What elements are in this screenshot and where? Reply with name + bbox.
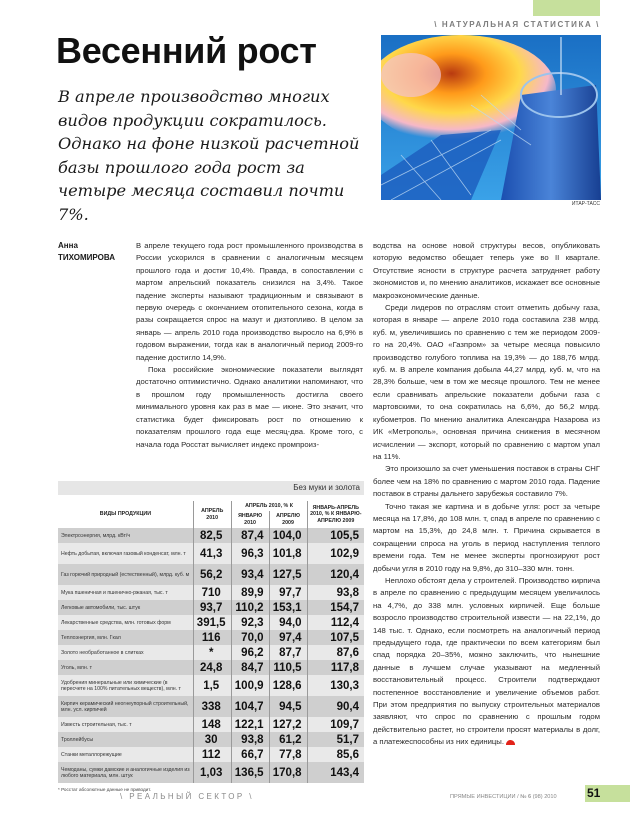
issue-number: № 6 — [520, 794, 532, 800]
ytd-cell: 120,4 — [307, 564, 364, 585]
vs-january-cell: 136,5 — [231, 762, 269, 783]
stats-table — [58, 501, 364, 783]
april-2010-cell: 93,7 — [193, 600, 231, 615]
table-row — [58, 600, 364, 615]
product-name-cell: Известь строительная, тыс. т — [61, 721, 132, 728]
vs-january-cell: 93,8 — [231, 732, 269, 747]
april-2010-cell: * — [193, 645, 231, 660]
header-april-2010: АПРЕЛЬ 2010 — [193, 501, 231, 528]
table-row — [58, 732, 364, 747]
author-first-name: Анна — [58, 241, 78, 250]
april-2010-cell: 56,2 — [193, 564, 231, 585]
ytd-cell: 112,4 — [307, 615, 364, 630]
vs-april-2009-cell: 170,8 — [269, 762, 307, 783]
header-ytd: ЯНВАРЬ-АПРЕЛЬ 2010, % К ЯНВАРЮ-АПРЕЛЮ 2009 — [307, 501, 364, 528]
vs-april-2009-cell: 97,7 — [269, 585, 307, 600]
product-name-cell: Мука пшеничная и пшенично-ржаная, тыс. т — [61, 589, 168, 596]
author-byline — [58, 240, 115, 264]
table-row — [58, 564, 364, 585]
vs-january-cell: 104,7 — [231, 696, 269, 717]
product-name-cell: Нефть добытая, включая газовый конденсат, млн. т — [61, 550, 186, 557]
april-2010-cell: 1,5 — [193, 675, 231, 696]
vs-january-cell: 96,3 — [231, 543, 269, 564]
ytd-cell: 90,4 — [307, 696, 364, 717]
magazine-name: ПРЯМЫЕ ИНВЕСТИЦИИ / — [450, 794, 521, 800]
table-row — [58, 762, 364, 783]
paragraph: Пока российские экономические показатели выглядят достаточно оптимистично. Однако аналитики напоминают, что в прошлом году промышленность достигла своего минимального уровня как раз в мае — июне. Это значит, что статистика будет фиксировать рост по отношению к показателям прошлого года еще месяц-два. Кроме того, с начала года Росстат вычисляет индекс промпроиз- — [136, 365, 363, 449]
ytd-cell: 51,7 — [307, 732, 364, 747]
end-of-article-icon — [506, 740, 515, 745]
vs-january-cell: 87,4 — [231, 528, 269, 543]
april-2010-cell: 30 — [193, 732, 231, 747]
product-name-cell: Троллейбусы — [61, 736, 94, 743]
april-2010-cell: 148 — [193, 717, 231, 732]
vs-april-2009-cell: 97,4 — [269, 630, 307, 645]
header-vs-january: ЯНВАРЮ 2010 — [231, 511, 269, 528]
vs-april-2009-cell: 87,7 — [269, 645, 307, 660]
paragraph-text: Неплохо обстоят дела у строителей. Производство кирпича в апреле по сравнению с предыдущим месяцем увеличилось на 4,7%, до 338 млн. условных кирпичей. Еще больше возросло производство строительной извести — на 22,1%, до 148 тыс. т. Однако, если посмотреть на аналогичный период предыдущего года, где практически по всем категориям был спад порядка 20–35%, можно заключить, что нынешние данные в лучшем случае указывают на медленный восстановительный процесс. Строители подтверждают постепенное восстановление и увеличение объемов работ. При этом предприятия по выпуску строительных материалов заявляют, что спрос по сравнению с прошлым годом действительно растет, но строители просят материалы в долг, а платежеспособны из них единицы. — [373, 575, 600, 747]
table-row — [58, 717, 364, 732]
vs-january-cell: 96,2 — [231, 645, 269, 660]
paragraph: В апреле текущего года рост промышленного производства в России ускорился в сравнении с аналогичным месяцем прошлого года и достиг 10,4%. Правда, в сопоставлении с мартом апрельский показатель снизился на 3,4%. Такое падение эксперты называют традиционным и связывают в первую очередь с окончанием отопительного сезона, когда в разы сокращается спрос на мазут и дизтопливо. В целом за январь — апрель 2010 года производство выросло на 6,9% в годовом выражении, тогда как в аналогичный период 2009-го падение достигло 14,9%. — [136, 241, 363, 362]
vs-april-2009-cell: 104,0 — [269, 528, 307, 543]
table-row — [58, 675, 364, 696]
ytd-cell: 107,5 — [307, 630, 364, 645]
april-2010-cell: 1,03 — [193, 762, 231, 783]
vs-january-cell: 122,1 — [231, 717, 269, 732]
issue-year: (98) 2010 — [531, 794, 557, 800]
vs-january-cell: 92,3 — [231, 615, 269, 630]
table-row — [58, 645, 364, 660]
ytd-cell: 85,6 — [307, 747, 364, 762]
ytd-cell: 143,4 — [307, 762, 364, 783]
author-last-name: ТИХОМИРОВА — [58, 253, 116, 262]
table-row — [58, 528, 364, 543]
article-lede: В апреле производство многих видов продукции сократилось. Однако на фоне низкой расчетной базы прошлого года рост за четыре месяца составил почти 7%. — [58, 87, 360, 224]
table-row — [58, 660, 364, 675]
april-2010-cell: 338 — [193, 696, 231, 717]
vs-april-2009-cell: 127,5 — [269, 564, 307, 585]
ytd-cell: 102,9 — [307, 543, 364, 564]
page-number: 51 — [587, 786, 601, 800]
paragraph-final — [373, 575, 600, 749]
product-name-cell: Чемоданы, сумки дамские и аналогичные изделия из любого материала, млн. штук — [61, 766, 190, 779]
table-row — [58, 747, 364, 762]
vs-january-cell: 93,4 — [231, 564, 269, 585]
section-rubric: \ НАТУРАЛЬНАЯ СТАТИСТИКА \ — [434, 20, 600, 29]
april-2010-cell: 112 — [193, 747, 231, 762]
product-name-cell: Лекарственные средства, млн. готовых форм — [61, 619, 171, 626]
table-row — [58, 543, 364, 564]
product-name-cell: Уголь, млн. т — [61, 664, 92, 671]
top-accent-bar — [533, 0, 600, 16]
april-2010-cell: 391,5 — [193, 615, 231, 630]
ytd-cell: 87,6 — [307, 645, 364, 660]
footer-magazine-info — [450, 794, 557, 800]
product-name-cell: Золото необработанное в слитках — [61, 649, 144, 656]
header-product: ВИДЫ ПРОДУКЦИИ — [99, 511, 152, 518]
vs-april-2009-cell: 110,5 — [269, 660, 307, 675]
vs-april-2009-cell: 128,6 — [269, 675, 307, 696]
product-name-cell: Газ горючий природный (естественный), млрд. куб. м — [61, 571, 190, 578]
april-2010-cell: 710 — [193, 585, 231, 600]
table-row — [58, 615, 364, 630]
vs-january-cell: 66,7 — [231, 747, 269, 762]
header-april-vs-group: АПРЕЛЬ 2010, % К — [231, 501, 307, 511]
table-caption: Без муки и золота — [58, 481, 364, 495]
table-footnote: * Росстат абсолютные данные не приводит. — [58, 787, 152, 793]
vs-april-2009-cell: 101,8 — [269, 543, 307, 564]
gas-flare-tower-photo — [381, 35, 601, 200]
product-name-cell: Теплоэнергия, млн. Гкал — [61, 634, 121, 641]
article-column-1 — [136, 240, 363, 451]
vs-january-cell: 110,2 — [231, 600, 269, 615]
paragraph: Среди лидеров по отраслям стоит отметить добычу газа, которая в январе — апреле 2010 года составила 238 млрд. куб. м, увеличившись по сравнению с тем же периодом 2009-го на 20,4%. ОАО «Газпром» за четыре месяца повысило производство голубого топлива на 19,3% — до 188,76 млрд. куб. м. В апреле компания добыла 44,27 млрд. куб. м, что на 28,3% больше, чем в том же месяце прошлого. Тем не менее если сравнивать апрельские показатели добычи газа с мартовскими, то она сократилась на 6,6%, до 56,2 млрд. кубометров. По мнению аналитика Александра Назарова из ИК «Метрополь», основная причина снижения в месячном исчислении — экспорт, который по сравнению с мартом упал на 11%. — [373, 303, 600, 461]
footer-section-rubric: \ РЕАЛЬНЫЙ СЕКТОР \ — [120, 792, 254, 801]
table-row — [58, 585, 364, 600]
april-2010-cell: 41,3 — [193, 543, 231, 564]
ytd-cell: 93,8 — [307, 585, 364, 600]
ytd-cell: 105,5 — [307, 528, 364, 543]
header-vs-april-2009: АПРЕЛЮ 2009 — [269, 511, 307, 528]
paragraph: Точно такая же картина и в добыче угля: рост за четыре месяца на 17,8%, до 108 млн. т, спад в апреле по сравнению с мартом на 15,3%, до 24,8 млн. т. Причина скрывается в сокращении спроса на уголь в период наступления теплого времени года. Тем не менее эксперты прогнозируют рост добычи угля в 2010 году на 9,8%, до 310–330 млн. тонн. — [373, 501, 600, 573]
vs-april-2009-cell: 94,0 — [269, 615, 307, 630]
ytd-cell: 130,3 — [307, 675, 364, 696]
product-name-cell: Станки металлорежущие — [61, 751, 122, 758]
vs-april-2009-cell: 127,2 — [269, 717, 307, 732]
table-row — [58, 630, 364, 645]
vs-january-cell: 70,0 — [231, 630, 269, 645]
vs-january-cell: 89,9 — [231, 585, 269, 600]
paragraph: Это произошло за счет уменьшения поставок в страны СНГ более чем на 18% по сравнению с мартом 2010 года. Падение поставок в страны дальнего зарубежья составило 7%. — [373, 464, 600, 499]
vs-january-cell: 84,7 — [231, 660, 269, 675]
product-name-cell: Кирпич керамический неогнеупорный строительный, млн. усл. кирпичей — [61, 700, 189, 713]
vs-april-2009-cell: 153,1 — [269, 600, 307, 615]
ytd-cell: 109,7 — [307, 717, 364, 732]
ytd-cell: 154,7 — [307, 600, 364, 615]
product-name-cell: Удобрения минеральные или химические (в пересчете на 100% питательных веществ), млн. т — [61, 679, 181, 692]
article-column-2 — [373, 240, 600, 749]
ytd-cell: 117,8 — [307, 660, 364, 675]
article-title: Весенний рост — [56, 30, 317, 71]
vs-april-2009-cell: 77,8 — [269, 747, 307, 762]
product-name-cell: Электроэнергия, млрд. кВт/ч — [61, 532, 131, 539]
product-name-cell: Легковые автомобили, тыс. штук — [61, 604, 141, 611]
paragraph: водства на основе новой структуры весов, опубликовать которую ведомство обещает теперь уже во II квартале. Отсутствие ясности в структуре расчета затрудняет работу экономистов и, по мнению аналитиков, искажает все основные макроэкономические данные. — [373, 241, 600, 300]
april-2010-cell: 116 — [193, 630, 231, 645]
vs-january-cell: 100,9 — [231, 675, 269, 696]
production-stats-table — [58, 481, 364, 792]
photo-illustration-icon — [381, 35, 601, 200]
april-2010-cell: 82,5 — [193, 528, 231, 543]
vs-april-2009-cell: 61,2 — [269, 732, 307, 747]
table-row — [58, 696, 364, 717]
photo-credit: ИТАР-ТАСС — [571, 201, 600, 207]
april-2010-cell: 24,8 — [193, 660, 231, 675]
vs-april-2009-cell: 94,5 — [269, 696, 307, 717]
